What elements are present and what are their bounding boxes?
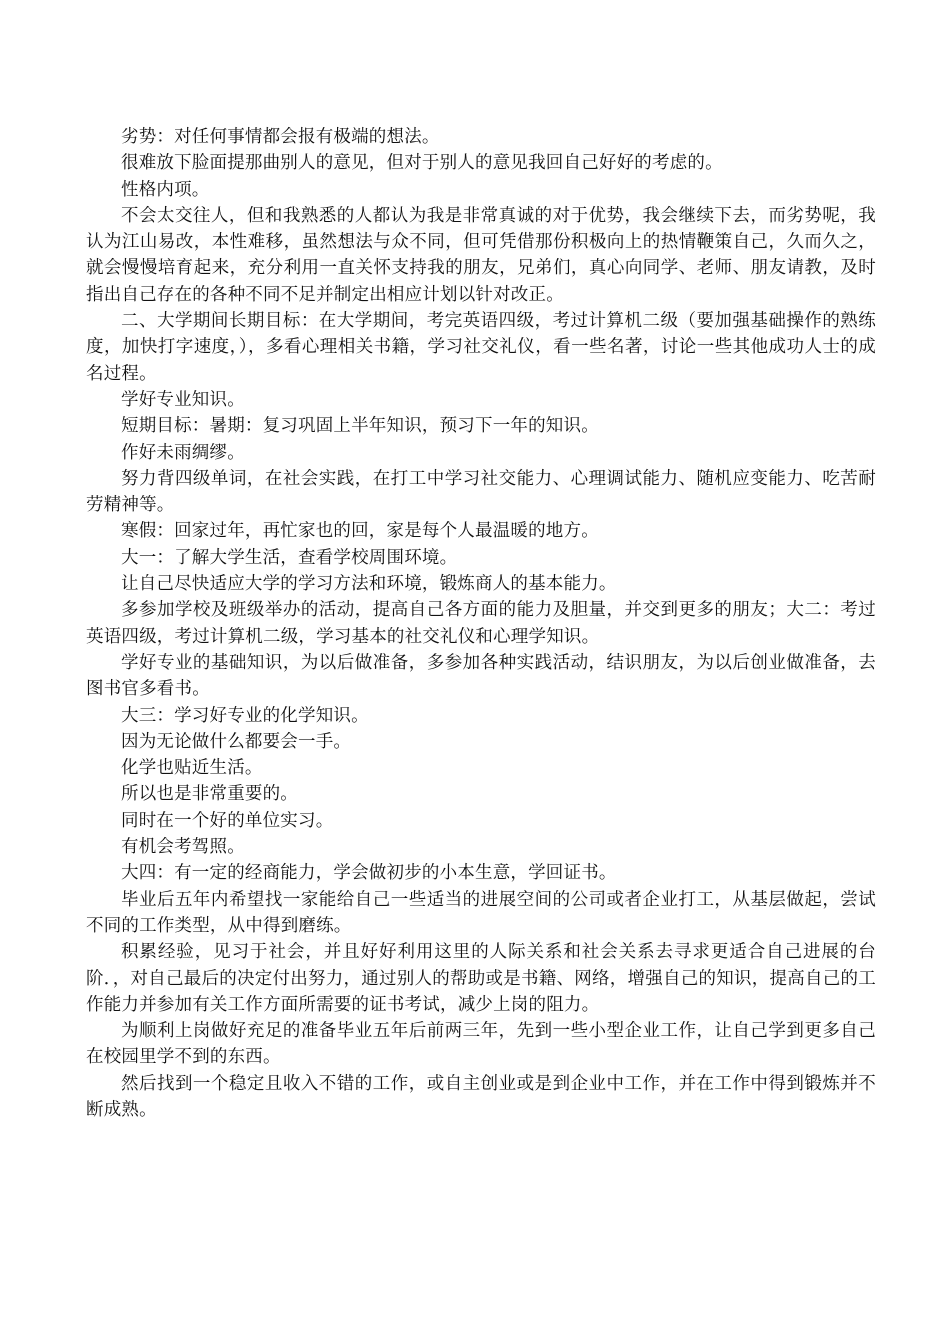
paragraph: 化学也贴近生活。 (121, 758, 263, 779)
paragraph: 大四：有一定的经商能力，学会做初步的小本生意，学回证书。 (121, 863, 617, 884)
paragraph: 同时在一个好的单位实习。 (121, 810, 334, 831)
paragraph: 因为无论做什么都要会一手。 (121, 731, 352, 752)
paragraph: 作好未雨绸缪。 (121, 442, 245, 463)
paragraph: 为顺利上岗做好充足的准备毕业五年后前两三年，先到一些小型企业工作，让自己学到更多自己在校园里学不到的东西。 (86, 1021, 876, 1068)
paragraph: 学好专业知识。 (121, 389, 245, 410)
paragraph: 性格内项。 (121, 179, 210, 200)
paragraph: 很难放下脸面提那曲别人的意见，但对于别人的意见我回自己好好的考虑的。 (121, 153, 723, 174)
paragraph: 有机会考驾照。 (121, 837, 245, 858)
paragraph: 二、大学期间长期目标：在大学期间，考完英语四级，考过计算机二级（要加强基础操作的熟练度，加快打字速度，），多看心理相关书籍，学习社交礼仪，看一些名著，讨论一些其他成功人士的成名过程。 (86, 311, 876, 384)
paragraph: 大三：学习好专业的化学知识。 (121, 705, 369, 726)
paragraph: 大一：了解大学生活，查看学校周围环境。 (121, 547, 458, 568)
paragraph: 让自己尽快适应大学的学习方法和环境，锻炼商人的基本能力。 (121, 574, 617, 595)
document-body (86, 124, 876, 1123)
paragraph: 短期目标：暑期：复习巩固上半年知识，预习下一年的知识。 (121, 416, 599, 437)
paragraph: 毕业后五年内希望找一家能给自己一些适当的进展空间的公司或者企业打工，从基层做起，尝试不同的工作类型，从中得到磨练。 (86, 889, 876, 936)
paragraph: 劣势：对任何事情都会报有极端的想法。 (121, 127, 440, 147)
paragraph: 不会太交往人，但和我熟悉的人都认为我是非常真诚的对于优势，我会继续下去，而劣势呢，我认为江山易改，本性难移，虽然想法与众不同，但可凭借那份积极向上的热情鞭策自己，久而久之，就会慢慢培育起来，充分利用一直关怀支持我的朋友，兄弟们，真心向同学、老师、朋友请教，及时指出自己存在的各种不同不足并制定出相应计划以针对改正。 (86, 205, 876, 305)
paragraph: 然后找到一个稳定且收入不错的工作，或自主创业或是到企业中工作，并在工作中得到锻炼并不断成熟。 (86, 1073, 876, 1120)
paragraph: 积累经验，见习于社会，并且好好利用这里的人际关系和社会关系去寻求更适合自己进展的台阶．，对自己最后的决定付出努力，通过别人的帮助或是书籍、网络，增强自己的知识，提高自己的工作能力并参加有关工作方面所需要的证书考试，减少上岗的阻力。 (86, 942, 876, 1015)
paragraph: 寒假：回家过年，再忙家也的回，家是每个人最温暖的地方。 (121, 521, 599, 542)
paragraph: 努力背四级单词，在社会实践，在打工中学习社交能力、心理调试能力、随机应变能力、吃苦耐劳精神等。 (86, 468, 876, 516)
paragraph: 学好专业的基础知识，为以后做准备，多参加各种实践活动，结识朋友，为以后创业做准备，去图书官多看书。 (86, 652, 876, 700)
paragraph: 多参加学校及班级举办的活动，提高自己各方面的能力及胆量，并交到更多的朋友；大二：考过英语四级，考过计算机二级，学习基本的社交礼仪和心理学知识。 (86, 600, 876, 647)
paragraph: 所以也是非常重要的。 (121, 784, 298, 805)
